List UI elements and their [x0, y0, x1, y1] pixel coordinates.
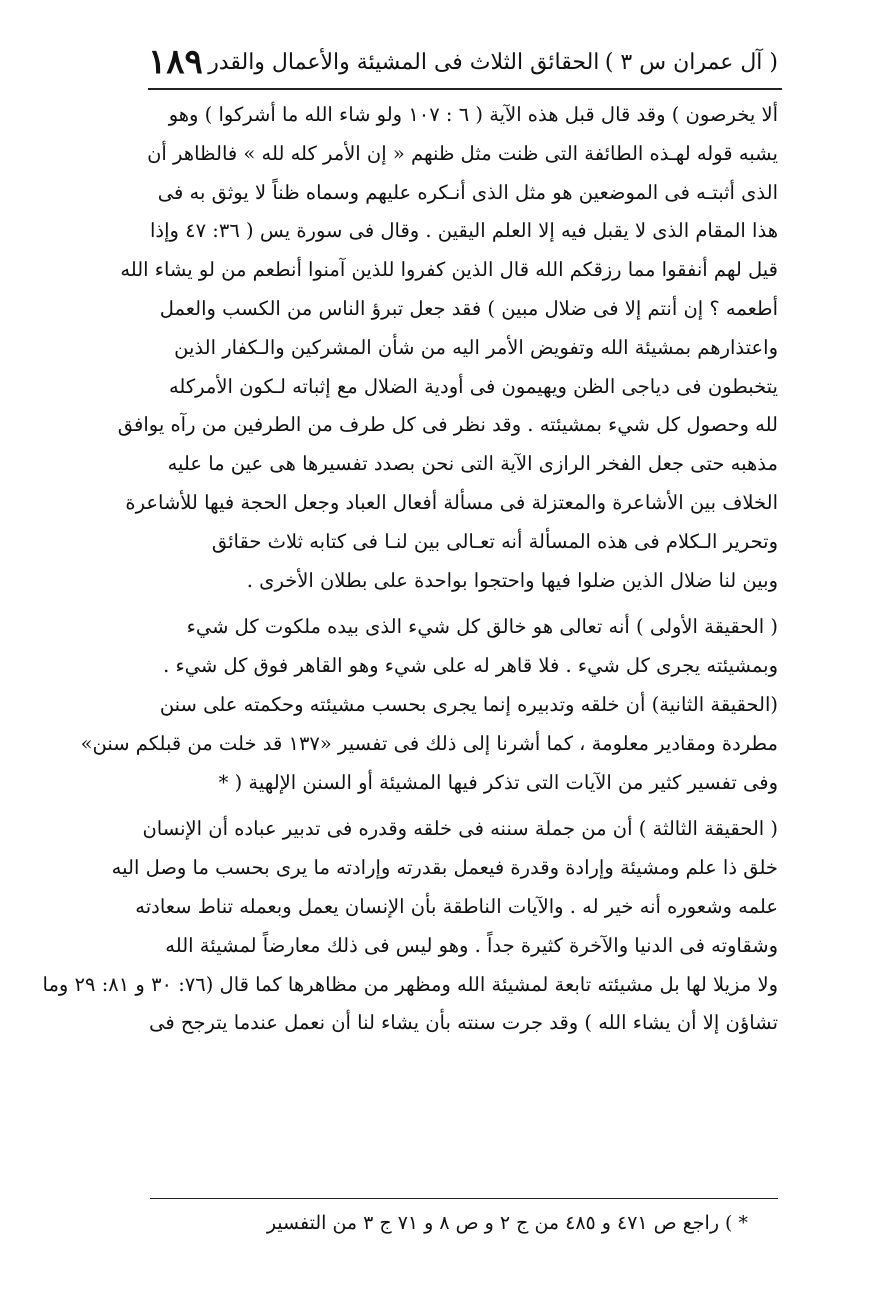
- text-line: ولا مزيلا لها بل مشيئته تابعة لمشيئة الله ومظهر من مظاهرها كما قال (٧٦: ٣٠ و ٨١: ٢٩ وما: [42, 972, 778, 996]
- text-line: الخلاف بين الأشاعرة والمعتزلة فى مسألة أفعال العباد وجعل الحجة فيها للأشاعرة: [125, 490, 778, 514]
- text-line: مذهبه حتى جعل الفخر الرازى الآية التى نحن بصدد تفسيرها هى عين ما عليه: [167, 452, 778, 476]
- text-line: ( الحقيقة الأولى ) أنه تعالى هو خالق كل شيء الذى بيده ملكوت كل شيء: [186, 615, 778, 639]
- text-line: وتحرير الـكلام فى هذه المسألة أنه تعـالى بين لنـا فى كتابه ثلاث حقائق: [211, 529, 778, 553]
- paragraph: [146, 608, 778, 686]
- footnote-rule: [150, 1198, 778, 1199]
- paragraph: [117, 96, 778, 523]
- text-line: يتخبطون فى دياجى الظن ويهيمون فى أودية الضلال مع إثباته لـكون الأمركله: [168, 374, 778, 398]
- text-line: أطعمه ؟ إن أنتم إلا فى ضلال مبين ) فقد جعل تبرؤ الناس من الكسب والعمل: [159, 296, 778, 320]
- text-line: لله وحصول كل شيء بمشيئته . وقد نظر فى كل طرف من الطرفين من رآه يوافق: [117, 413, 778, 437]
- text-line: وبين لنا ضلال الذين ضلوا فيها واحتجوا بواحدة على بطلان الأخرى .: [246, 568, 778, 592]
- text-line: (الحقيقة الثانية) أن خلقه وتدبيره إنما يجرى بحسب مشيئته وحكمته على سنن: [159, 692, 778, 716]
- paragraph: [146, 523, 778, 601]
- text-line: وبمشيئته يجرى كل شيء . فلا قاهر له على شيء وهو القاهر فوق كل شيء .: [163, 654, 778, 678]
- paragraph: [80, 686, 778, 802]
- text-line: وفى تفسير كثير من الآيات التى تذكر فيها المشيئة أو السنن الإلهية ( *: [218, 770, 778, 794]
- text-line: قيل لهم أنفقوا مما رزقكم الله قال الذين كفروا للذين آمنوا أنطعم من لو يشاء الله: [120, 258, 778, 282]
- body-text: [42, 96, 778, 1043]
- page-header: [148, 38, 778, 86]
- footnote: * ) راجع ص ٤٧١ و ٤٨٥ من ج ٢ و ص ٨ و ٧١ ج ٣ من التفسير: [266, 1212, 748, 1234]
- surah-reference: ( آل عمران س ٣ ): [604, 49, 778, 75]
- text-line: مطردة ومقادير معلومة ، كما أشرنا إلى ذلك فى تفسير «١٣٧ قد خلت من قبلكم سنن»: [80, 731, 778, 755]
- text-line: وشقاوته فى الدنيا والآخرة كثيرة جداً . وهو ليس فى ذلك معارضاً لمشيئة الله: [165, 933, 778, 957]
- text-line: تشاؤن إلا أن يشاء الله ) وقد جرت سنته بأن يشاء لنا أن نعمل عندما يترجح فى: [149, 1011, 778, 1035]
- page-number: ١٨٩: [148, 42, 203, 82]
- text-line: الذى أثبتـه فى الموضعين هو مثل الذى أنـكره عليهم وسماه ظناً لا يوثق به فى: [157, 180, 778, 204]
- text-line: علمه وشعوره أنه خير له . والآيات الناطقة بأن الإنسان يعمل وبعمله تناط سعادته: [135, 894, 778, 918]
- header-rule: [148, 88, 782, 90]
- text-line: ( الحقيقة الثالثة ) أن من جملة سننه فى خلقه وقدره فى تدبير عباده أن الإنسان: [142, 817, 778, 841]
- text-line: هذا المقام الذى لا يقبل فيه إلا العلم اليقين . وقال فى سورة يس ( ٣٦: ٤٧ وإذا: [150, 219, 778, 243]
- text-line: ألا يخرصون ) وقد قال قبل هذه الآية ( ٦ : ١٠٧ ولو شاء الله ما أشركوا ) وهو: [168, 103, 778, 126]
- paragraph: [42, 810, 778, 1043]
- text-line: خلق ذا علم ومشيئة وإرادة وقدرة فيعمل بقدرته وإرادته ما يرى بحسب ما وصل اليه: [111, 856, 778, 880]
- text-line: واعتذارهم بمشيئة الله وتفويض الأمر اليه من شأن المشركين والـكفار الذين: [174, 335, 778, 359]
- text-line: يشبه قوله لهـذه الطائفة التى ظنت مثل ظنهم « إن الأمر كله لله » فالظاهر أن: [147, 141, 778, 165]
- running-title: الحقائق الثلاث فى المشيئة والأعمال والقدر: [208, 49, 600, 75]
